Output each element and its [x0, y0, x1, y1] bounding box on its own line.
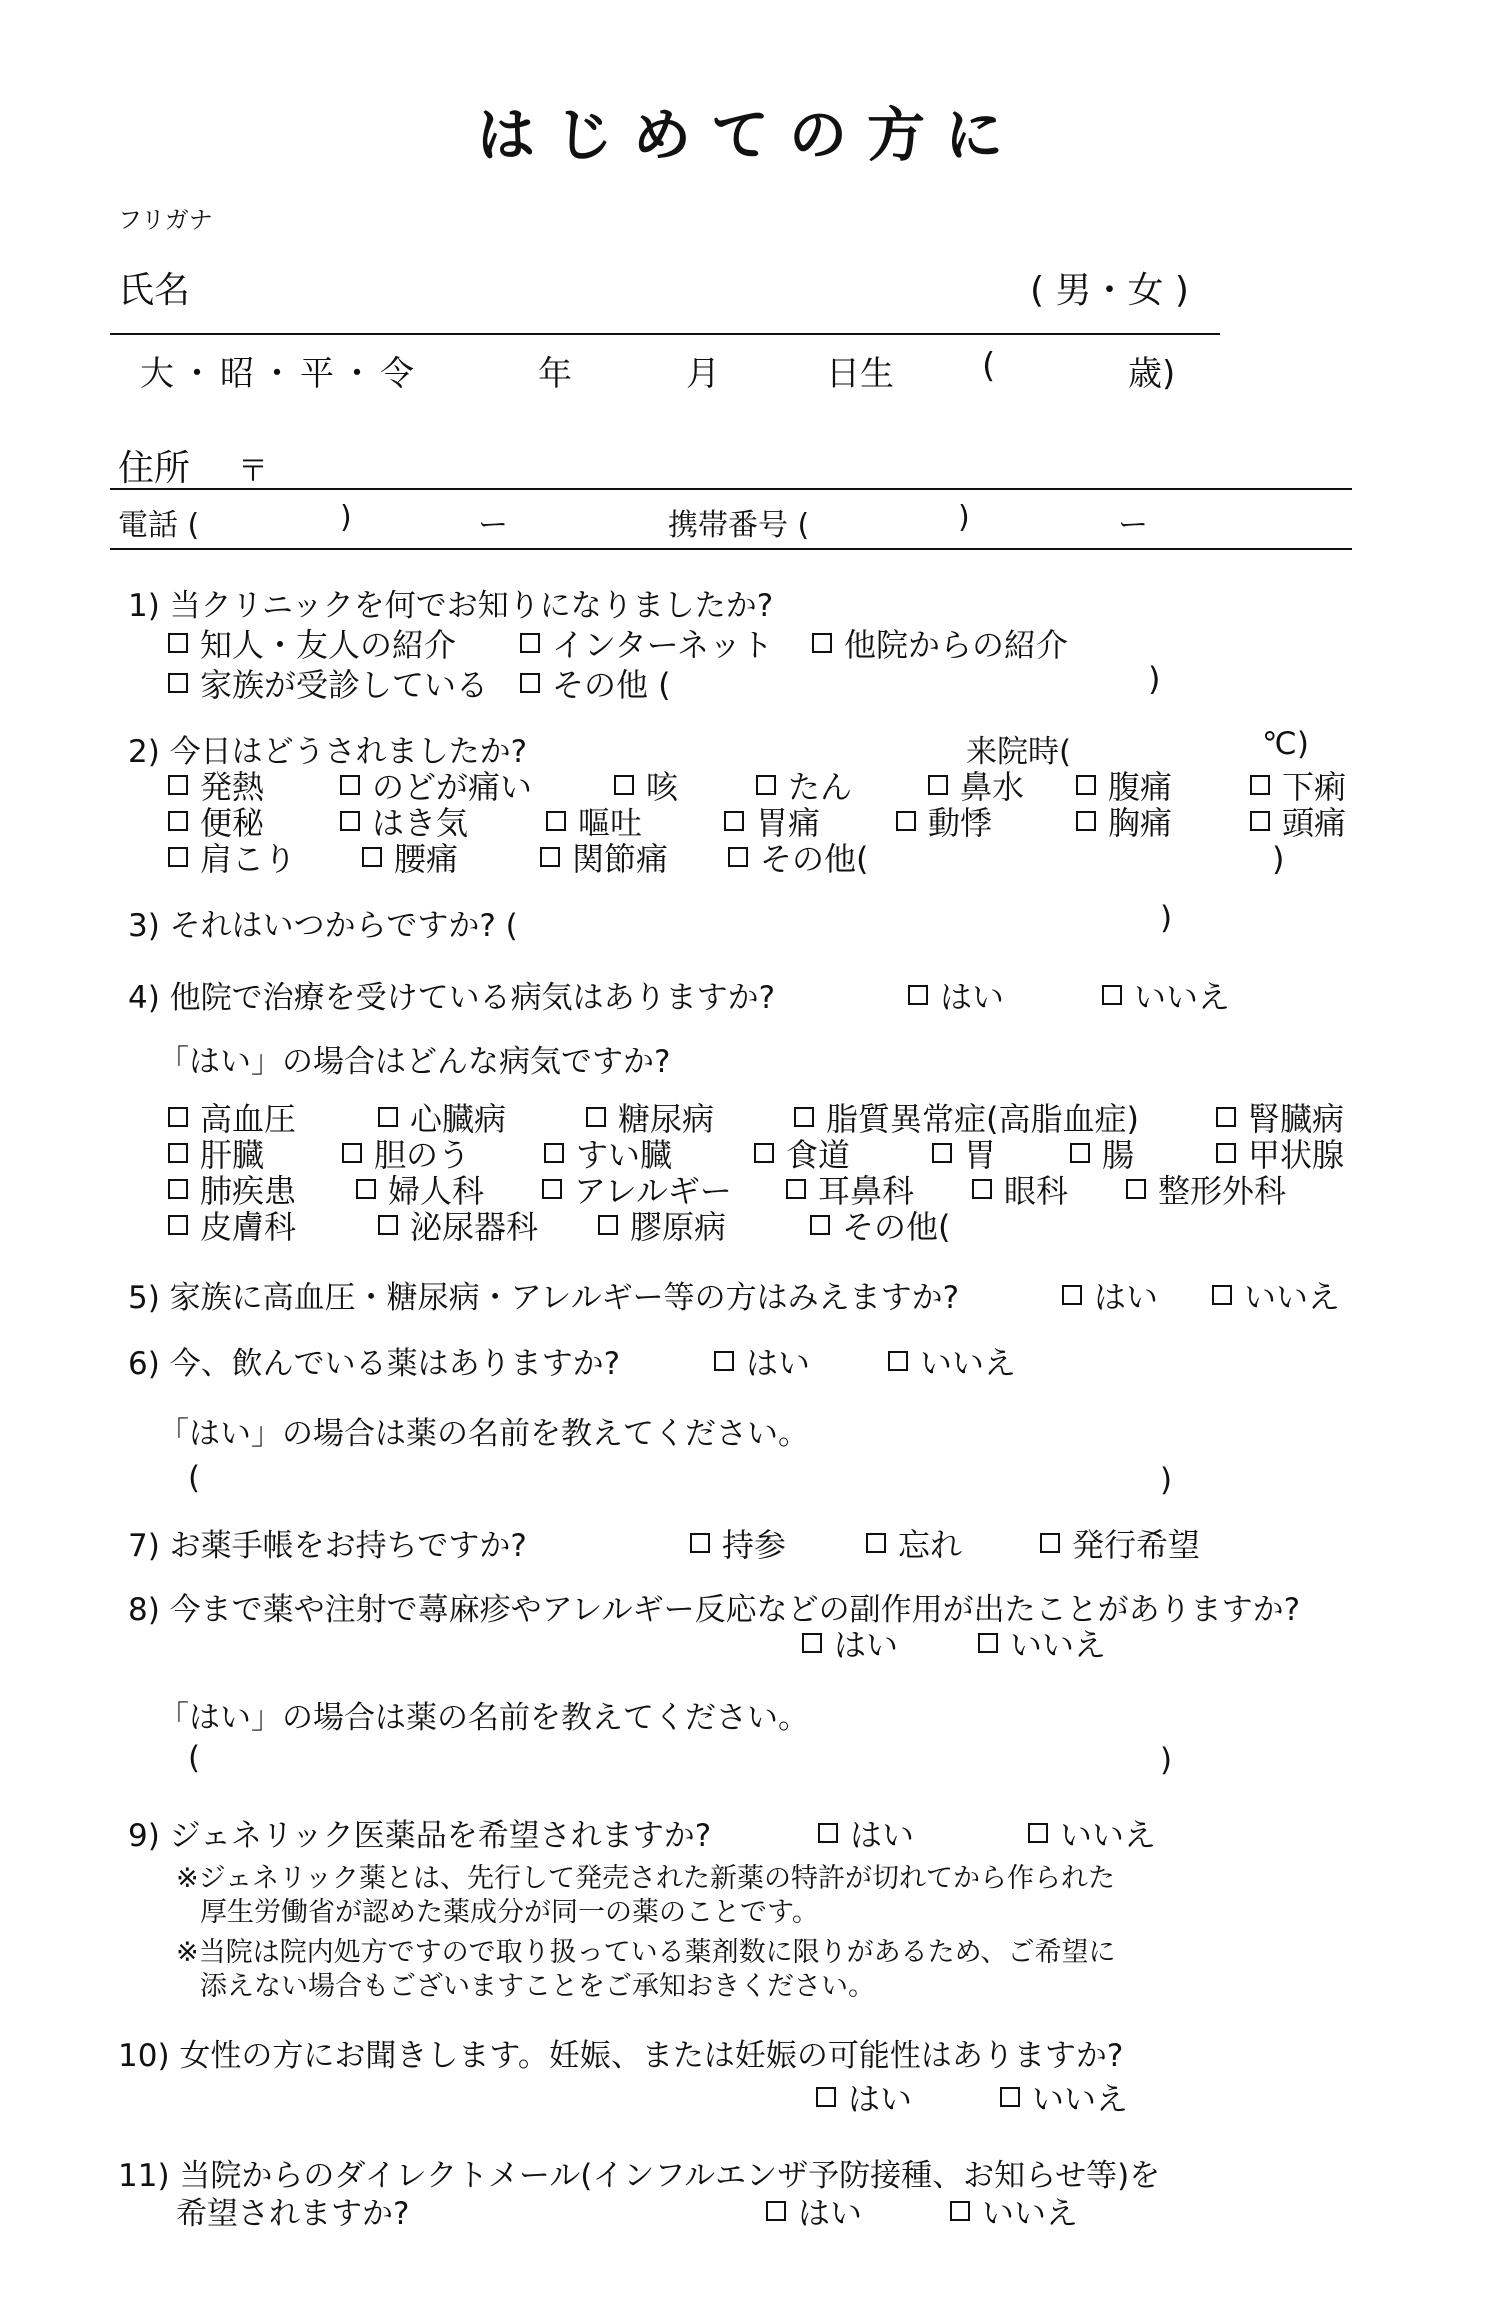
page-title: はじめての方に: [476, 101, 1023, 169]
address-underline: [110, 488, 1352, 490]
checkbox-icon: [168, 847, 188, 867]
q4-no[interactable]: いいえ: [1102, 972, 1230, 1018]
checkbox-icon: [1040, 1533, 1060, 1553]
checkbox-icon: [1000, 2087, 1020, 2107]
q4-text: 4) 他院で治療を受けている病気はありますか?: [128, 980, 776, 1016]
checkbox-icon: [1212, 1285, 1232, 1305]
checkbox-icon: [1070, 1143, 1090, 1163]
name-underline: [110, 333, 1220, 335]
checkbox-icon: [342, 1143, 362, 1163]
q10-no[interactable]: いいえ: [1000, 2074, 1128, 2120]
q4-option[interactable]: 婦人科: [356, 1166, 484, 1212]
q6-open: (: [188, 1460, 201, 1496]
checkbox-icon: [950, 2201, 970, 2221]
checkbox-icon: [168, 775, 188, 795]
age-label: 歳): [1128, 354, 1176, 394]
checkbox-icon: [1076, 811, 1096, 831]
q2-option[interactable]: たん: [756, 762, 852, 808]
q2-option[interactable]: 関節痛: [540, 834, 668, 880]
phone-close: ): [340, 500, 352, 535]
phone-label: 電話 (: [118, 508, 200, 543]
q4-option[interactable]: 肺疾患: [168, 1166, 296, 1212]
checkbox-icon: [728, 847, 748, 867]
q9-note: 添えない場合もございますことをご承知おきください。: [200, 1971, 875, 2002]
q2-option[interactable]: 腰痛: [362, 834, 458, 880]
checkbox-icon: [816, 2087, 836, 2107]
address-label: 住所: [118, 448, 191, 489]
q11-text2: 希望されますか?: [176, 2196, 410, 2232]
checkbox-icon: [690, 1533, 710, 1553]
mobile-close: ): [958, 500, 970, 535]
q2-option[interactable]: 咳: [614, 762, 678, 808]
checkbox-icon: [766, 2201, 786, 2221]
checkbox-icon: [168, 1179, 188, 1199]
q4-option[interactable]: 高血圧: [168, 1094, 296, 1140]
q4-option[interactable]: 脂質異常症(高脂血症): [794, 1094, 1139, 1140]
phone-underline: [110, 548, 1352, 550]
q2-option[interactable]: 嘔吐: [546, 798, 642, 844]
checkbox-icon: [794, 1107, 814, 1127]
q1-text: 1) 当クリニックを何でお知りになりましたか?: [128, 588, 774, 624]
birth-year-label: 年: [538, 354, 572, 394]
mobile-dash: ー: [1118, 508, 1148, 543]
checkbox-icon: [1250, 811, 1270, 831]
q5-no[interactable]: いいえ: [1212, 1272, 1340, 1318]
checkbox-icon: [520, 633, 540, 653]
checkbox-icon: [586, 1107, 606, 1127]
checkbox-icon: [168, 1143, 188, 1163]
checkbox-icon: [378, 1215, 398, 1235]
name-label: 氏名: [118, 270, 191, 311]
q1-option[interactable]: 他院からの紹介: [812, 620, 1068, 666]
q10-yes[interactable]: はい: [816, 2074, 912, 2120]
q9-note: ※ジェネリック薬とは、先行して発売された新薬の特許が切れてから作られた: [176, 1863, 1116, 1894]
checkbox-icon: [1216, 1143, 1236, 1163]
checkbox-icon: [1102, 985, 1122, 1005]
q5-yes[interactable]: はい: [1062, 1272, 1158, 1318]
q4-option[interactable]: 食道: [754, 1130, 850, 1176]
checkbox-icon: [866, 1533, 886, 1553]
q3-close: ): [1160, 900, 1173, 936]
q4-option[interactable]: 腸: [1070, 1130, 1134, 1176]
birth-day-label: 日生: [826, 354, 894, 394]
q4-option[interactable]: 整形外科: [1126, 1166, 1286, 1212]
q1-other-close: ): [1148, 660, 1161, 698]
checkbox-icon: [540, 847, 560, 867]
q1-option[interactable]: 知人・友人の紹介: [168, 620, 456, 666]
checkbox-icon: [1126, 1179, 1146, 1199]
q4-option[interactable]: 胃: [932, 1130, 996, 1176]
checkbox-icon: [546, 811, 566, 831]
gender-select[interactable]: ( 男・女 ): [1030, 270, 1189, 311]
q4-option[interactable]: 眼科: [972, 1166, 1068, 1212]
q9-text: 9) ジェネリック医薬品を希望されますか?: [128, 1818, 712, 1854]
q6-no[interactable]: いいえ: [888, 1338, 1016, 1384]
q2-option[interactable]: 鼻水: [928, 762, 1024, 808]
birth-month-label: 月: [686, 354, 720, 394]
q8-sub: 「はい」の場合は薬の名前を教えてください。: [158, 1700, 809, 1736]
checkbox-icon: [972, 1179, 992, 1199]
q7-text: 7) お薬手帳をお持ちですか?: [128, 1528, 527, 1564]
q2-option[interactable]: 肩こり: [168, 834, 296, 880]
checkbox-icon: [1062, 1285, 1082, 1305]
checkbox-icon: [714, 1351, 734, 1371]
q9-no[interactable]: いいえ: [1028, 1810, 1156, 1856]
q4-option[interactable]: 腎臓病: [1216, 1094, 1344, 1140]
checkbox-icon: [614, 775, 634, 795]
checkbox-icon: [928, 775, 948, 795]
checkbox-icon: [598, 1215, 618, 1235]
checkbox-icon: [520, 673, 540, 693]
q9-note: 厚生労働省が認めた薬成分が同一の薬のことです。: [200, 1897, 819, 1928]
q2-option[interactable]: 腹痛: [1076, 762, 1172, 808]
q4-option[interactable]: すい臓: [544, 1130, 672, 1176]
q2-other-close: ): [1272, 840, 1285, 878]
age-open: (: [982, 346, 996, 386]
era-select[interactable]: 大・昭・平・令: [140, 354, 420, 394]
q4-option[interactable]: 膠原病: [598, 1202, 726, 1248]
checkbox-icon: [888, 1351, 908, 1371]
q11-text: 11) 当院からのダイレクトメール(インフルエンザ予防接種、お知らせ等)を: [118, 2158, 1161, 2194]
furigana-label: フリガナ: [118, 206, 213, 234]
q4-sub: 「はい」の場合はどんな病気ですか?: [158, 1044, 671, 1080]
q8-yes[interactable]: はい: [802, 1620, 898, 1666]
q2-option[interactable]: 発熱: [168, 762, 264, 808]
q6-close: ): [1160, 1462, 1173, 1498]
q7-option[interactable]: 持参: [690, 1520, 786, 1566]
postal-mark: 〒: [238, 454, 268, 489]
temperature-label: 来院時(: [966, 734, 1072, 770]
checkbox-icon: [340, 811, 360, 831]
q5-text: 5) 家族に高血圧・糖尿病・アレルギー等の方はみえますか?: [128, 1280, 960, 1316]
q6-yes[interactable]: はい: [714, 1338, 810, 1384]
q4-option[interactable]: 胆のう: [342, 1130, 470, 1176]
q2-option[interactable]: 胸痛: [1076, 798, 1172, 844]
checkbox-icon: [378, 1107, 398, 1127]
q10-text: 10) 女性の方にお聞きします。妊娠、または妊娠の可能性はありますか?: [118, 2038, 1124, 2074]
q7-option[interactable]: 発行希望: [1040, 1520, 1200, 1566]
checkbox-icon: [340, 775, 360, 795]
q1-option[interactable]: その他 (: [520, 660, 671, 706]
q8-no[interactable]: いいえ: [978, 1620, 1106, 1666]
q3-text: 3) それはいつからですか? (: [128, 908, 518, 944]
q11-no[interactable]: いいえ: [950, 2188, 1078, 2234]
checkbox-icon: [932, 1143, 952, 1163]
checkbox-icon: [786, 1179, 806, 1199]
checkbox-icon: [168, 673, 188, 693]
q9-yes[interactable]: はい: [818, 1810, 914, 1856]
q8-open: (: [188, 1740, 201, 1776]
checkbox-icon: [168, 1107, 188, 1127]
checkbox-icon: [802, 1633, 822, 1653]
checkbox-icon: [168, 633, 188, 653]
checkbox-icon: [896, 811, 916, 831]
checkbox-icon: [756, 775, 776, 795]
checkbox-icon: [818, 1823, 838, 1843]
q4-option[interactable]: 心臓病: [378, 1094, 506, 1140]
q4-option[interactable]: その他(: [810, 1202, 951, 1248]
checkbox-icon: [978, 1633, 998, 1653]
phone-dash: ー: [478, 508, 508, 543]
checkbox-icon: [1076, 775, 1096, 795]
q2-option[interactable]: 頭痛: [1250, 798, 1346, 844]
q4-option[interactable]: 泌尿器科: [378, 1202, 538, 1248]
q2-option[interactable]: はき気: [340, 798, 468, 844]
mobile-label: 携帯番号 (: [668, 508, 810, 543]
q4-option[interactable]: 糖尿病: [586, 1094, 714, 1140]
q4-option[interactable]: 甲状腺: [1216, 1130, 1344, 1176]
q8-text: 8) 今まで薬や注射で蕁麻疹やアレルギー反応などの副作用が出たことがありますか?: [128, 1592, 1301, 1628]
q8-close: ): [1160, 1742, 1173, 1778]
checkbox-icon: [812, 633, 832, 653]
checkbox-icon: [908, 985, 928, 1005]
q4-option[interactable]: 肝臓: [168, 1130, 264, 1176]
q1-option[interactable]: インターネット: [520, 620, 773, 666]
q9-note: ※当院は院内処方ですので取り扱っている薬剤数に限りがあるため、ご希望に: [176, 1937, 1116, 1968]
checkbox-icon: [168, 1215, 188, 1235]
q2-text: 2) 今日はどうされましたか?: [128, 734, 528, 770]
checkbox-icon: [544, 1143, 564, 1163]
checkbox-icon: [724, 811, 744, 831]
checkbox-icon: [542, 1179, 562, 1199]
checkbox-icon: [754, 1143, 774, 1163]
q4-yes[interactable]: はい: [908, 972, 1004, 1018]
checkbox-icon: [810, 1215, 830, 1235]
checkbox-icon: [168, 811, 188, 831]
q2-option[interactable]: のどが痛い: [340, 762, 532, 808]
q2-option[interactable]: 胃痛: [724, 798, 820, 844]
checkbox-icon: [356, 1179, 376, 1199]
temperature-unit: ℃): [1262, 726, 1309, 762]
q2-option[interactable]: その他(: [728, 834, 869, 880]
q11-yes[interactable]: はい: [766, 2188, 862, 2234]
q2-option[interactable]: 便秘: [168, 798, 264, 844]
checkbox-icon: [1250, 775, 1270, 795]
checkbox-icon: [1028, 1823, 1048, 1843]
q7-option[interactable]: 忘れ: [866, 1520, 962, 1566]
q6-text: 6) 今、飲んでいる薬はありますか?: [128, 1346, 621, 1382]
q4-option[interactable]: 耳鼻科: [786, 1166, 914, 1212]
q2-option[interactable]: 動悸: [896, 798, 992, 844]
q1-option[interactable]: 家族が受診している: [168, 660, 488, 706]
checkbox-icon: [362, 847, 382, 867]
q6-sub: 「はい」の場合は薬の名前を教えてください。: [158, 1416, 809, 1452]
q4-option[interactable]: 皮膚科: [168, 1202, 296, 1248]
q4-option[interactable]: アレルギー: [542, 1166, 732, 1212]
q2-option[interactable]: 下痢: [1250, 762, 1346, 808]
checkbox-icon: [1216, 1107, 1236, 1127]
